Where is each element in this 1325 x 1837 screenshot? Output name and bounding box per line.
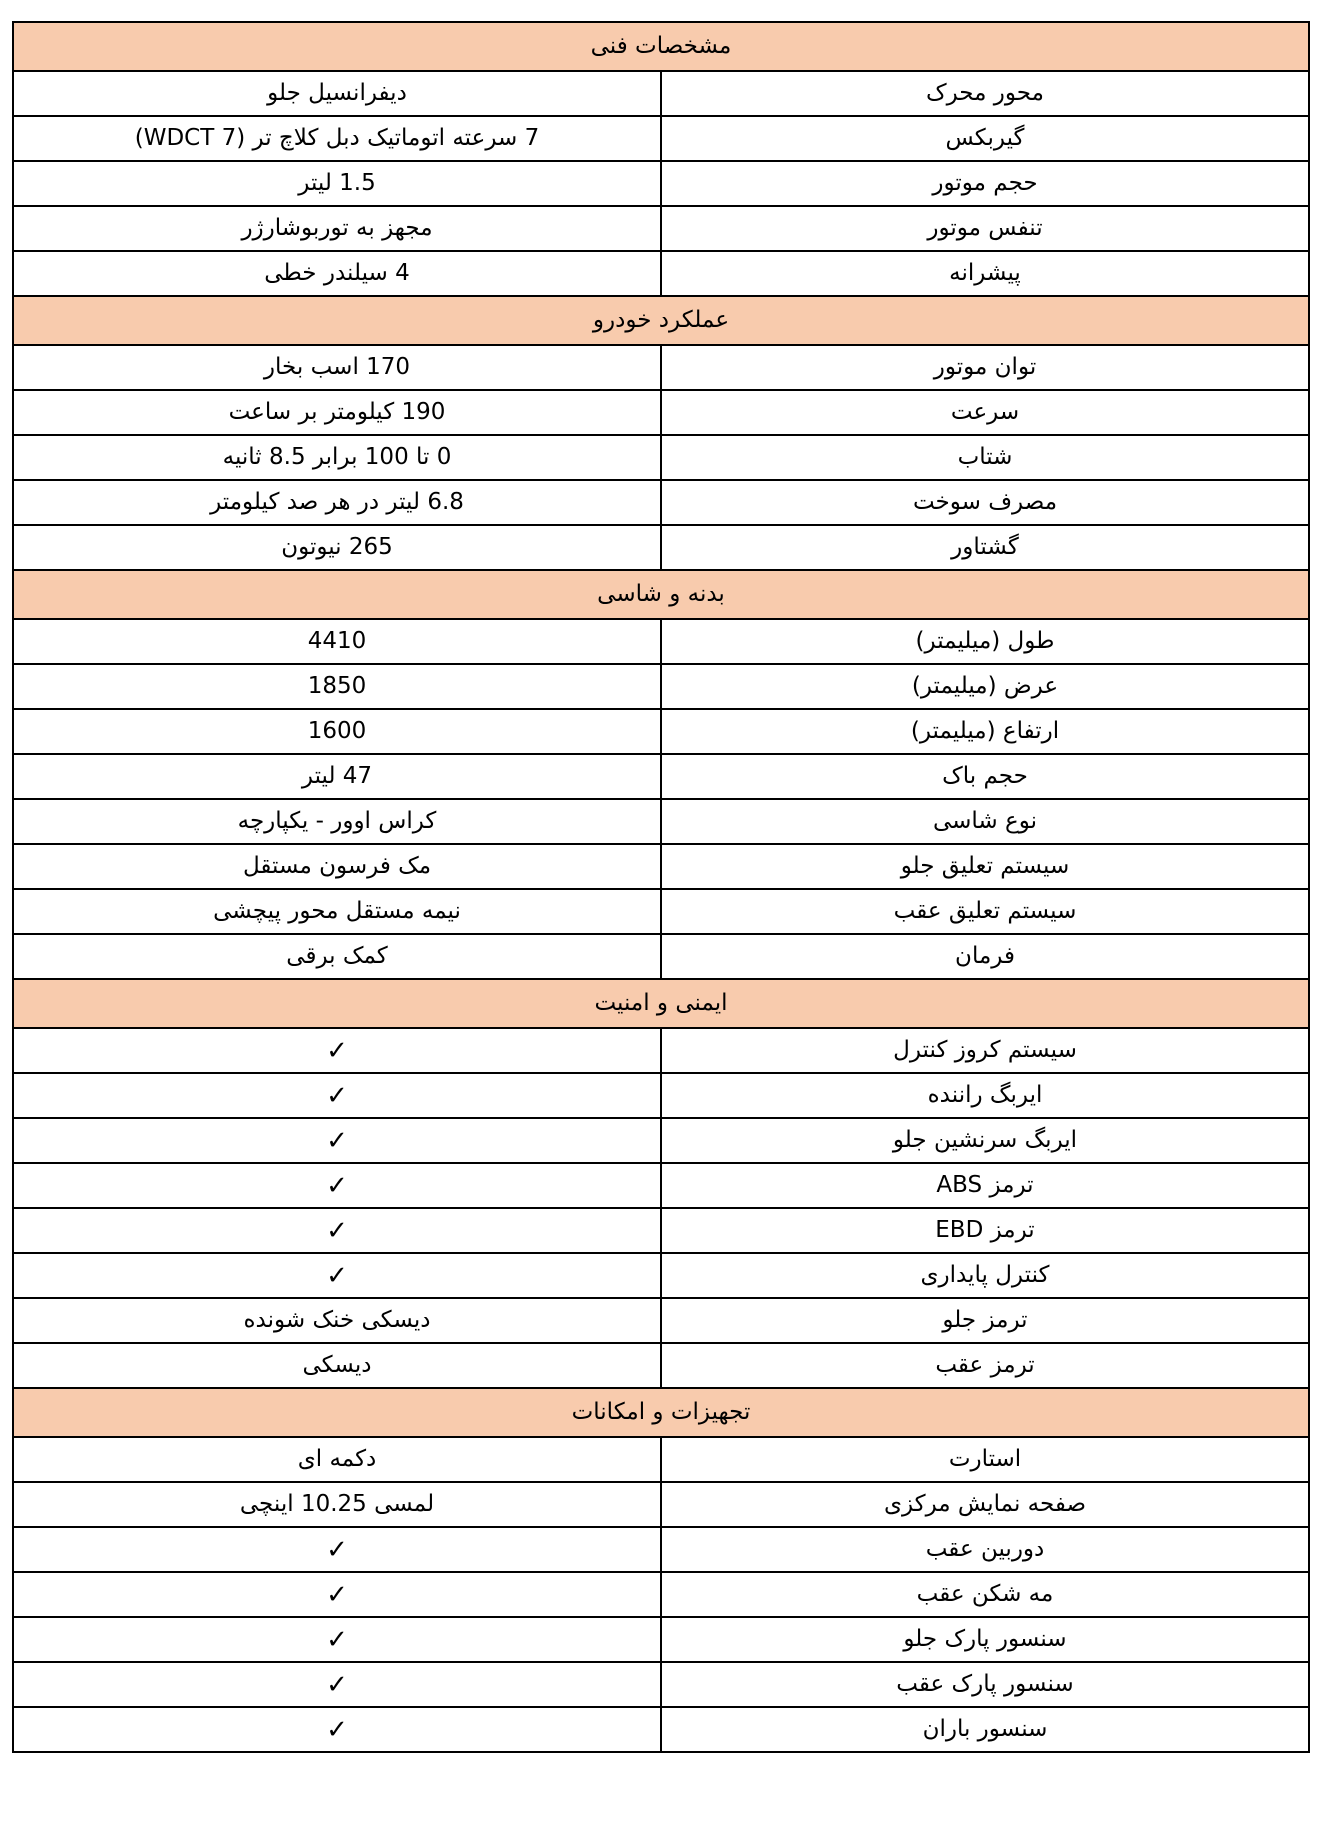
spec-label: سیستم تعلیق جلو [661,844,1309,889]
spec-label: فرمان [661,934,1309,979]
spec-label: کنترل پایداری [661,1253,1309,1298]
section-header-row [13,296,1309,345]
spec-row [13,754,1309,799]
spec-label: حجم باک [661,754,1309,799]
checkmark-icon: ✓ [326,1669,348,1700]
spec-label: سیستم کروز کنترل [661,1028,1309,1073]
spec-row [13,1482,1309,1527]
spec-label: ترمز عقب [661,1343,1309,1388]
spec-row [13,709,1309,754]
spec-label: طول (میلیمتر) [661,619,1309,664]
spec-value: دیسکی [13,1343,661,1388]
spec-value: 4410 [13,619,661,664]
spec-value: 4 سیلندر خطی [13,251,661,296]
spec-row [13,435,1309,480]
spec-row [13,1572,1309,1617]
checkmark-icon: ✓ [326,1125,348,1156]
spec-value: مک فرسون مستقل [13,844,661,889]
spec-row [13,251,1309,296]
spec-value: 265 نیوتون [13,525,661,570]
spec-value-checkmark-cell [13,1163,661,1208]
spec-row [13,1527,1309,1572]
spec-value-checkmark-cell [13,1707,661,1752]
spec-row [13,1253,1309,1298]
spec-row [13,161,1309,206]
spec-row [13,799,1309,844]
spec-value: کمک برقی [13,934,661,979]
spec-label: ترمز جلو [661,1298,1309,1343]
spec-value: کراس اوور - یکپارچه [13,799,661,844]
spec-row [13,1298,1309,1343]
spec-value-checkmark-cell [13,1572,661,1617]
spec-label: ارتفاع (میلیمتر) [661,709,1309,754]
spec-label: شتاب [661,435,1309,480]
spec-value-checkmark-cell [13,1073,661,1118]
checkmark-icon: ✓ [326,1624,348,1655]
spec-value: لمسی 10.25 اینچی [13,1482,661,1527]
spec-value-checkmark-cell [13,1662,661,1707]
spec-value: دیسکی خنک شونده [13,1298,661,1343]
spec-row [13,1118,1309,1163]
spec-row [13,889,1309,934]
checkmark-icon: ✓ [326,1714,348,1745]
spec-value: 1600 [13,709,661,754]
spec-row [13,619,1309,664]
spec-label: توان موتور [661,345,1309,390]
spec-row [13,1707,1309,1752]
checkmark-icon: ✓ [326,1215,348,1246]
spec-row [13,206,1309,251]
spec-row [13,116,1309,161]
section-header-row [13,570,1309,619]
spec-label: ایربگ سرنشین جلو [661,1118,1309,1163]
spec-label: سنسور باران [661,1707,1309,1752]
section-title: تجهیزات و امکانات [13,1388,1309,1437]
spec-label: استارت [661,1437,1309,1482]
spec-value: 1850 [13,664,661,709]
spec-value: 0 تا 100 برابر 8.5 ثانیه [13,435,661,480]
spec-value: نیمه مستقل محور پیچشی [13,889,661,934]
section-title: ایمنی و امنیت [13,979,1309,1028]
specifications-table [12,21,1310,1753]
spec-row [13,525,1309,570]
spec-value-checkmark-cell [13,1208,661,1253]
spec-value-checkmark-cell [13,1118,661,1163]
section-title: عملکرد خودرو [13,296,1309,345]
checkmark-icon: ✓ [326,1035,348,1066]
spec-label: مه شکن عقب [661,1572,1309,1617]
spec-value: دکمه ای [13,1437,661,1482]
spec-label: گیربکس [661,116,1309,161]
spec-row [13,345,1309,390]
spec-row [13,390,1309,435]
checkmark-icon: ✓ [326,1170,348,1201]
spec-value: 47 لیتر [13,754,661,799]
spec-label: ترمز EBD [661,1208,1309,1253]
spec-label: حجم موتور [661,161,1309,206]
spec-value: 6.8 لیتر در هر صد کیلومتر [13,480,661,525]
spec-row [13,1617,1309,1662]
spec-label: سرعت [661,390,1309,435]
checkmark-icon: ✓ [326,1534,348,1565]
spec-value: 190 کیلومتر بر ساعت [13,390,661,435]
spec-value: 1.5 لیتر [13,161,661,206]
spec-row [13,1073,1309,1118]
spec-label: سنسور پارک عقب [661,1662,1309,1707]
spec-row [13,1343,1309,1388]
checkmark-icon: ✓ [326,1579,348,1610]
spec-label: ترمز ABS [661,1163,1309,1208]
spec-value: دیفرانسیل جلو [13,71,661,116]
spec-row [13,934,1309,979]
section-title: مشخصات فنی [13,22,1309,71]
spec-label: مصرف سوخت [661,480,1309,525]
spec-label: محور محرک [661,71,1309,116]
spec-row [13,1163,1309,1208]
spec-row [13,1028,1309,1073]
spec-row [13,844,1309,889]
spec-value-checkmark-cell [13,1527,661,1572]
spec-label: ایربگ راننده [661,1073,1309,1118]
spec-value-checkmark-cell [13,1617,661,1662]
section-header-row [13,1388,1309,1437]
section-header-row [13,979,1309,1028]
spec-label: تنفس موتور [661,206,1309,251]
spec-label: دوربین عقب [661,1527,1309,1572]
spec-label: عرض (میلیمتر) [661,664,1309,709]
spec-value: 170 اسب بخار [13,345,661,390]
specifications-table-body [13,22,1309,1752]
spec-row [13,480,1309,525]
checkmark-icon: ✓ [326,1260,348,1291]
spec-label: نوع شاسی [661,799,1309,844]
spec-label: سنسور پارک جلو [661,1617,1309,1662]
section-header-row [13,22,1309,71]
spec-value-checkmark-cell [13,1253,661,1298]
spec-row [13,1437,1309,1482]
spec-value: 7 سرعته اتوماتیک دبل کلاچ تر (7 WDCT) [13,116,661,161]
section-title: بدنه و شاسی [13,570,1309,619]
spec-label: صفحه نمایش مرکزی [661,1482,1309,1527]
spec-row [13,1208,1309,1253]
spec-row [13,71,1309,116]
spec-value-checkmark-cell [13,1028,661,1073]
checkmark-icon: ✓ [326,1080,348,1111]
spec-label: سیستم تعلیق عقب [661,889,1309,934]
spec-row [13,1662,1309,1707]
spec-label: گشتاور [661,525,1309,570]
spec-label: پیشرانه [661,251,1309,296]
spec-value: مجهز به توربوشارژر [13,206,661,251]
spec-row [13,664,1309,709]
